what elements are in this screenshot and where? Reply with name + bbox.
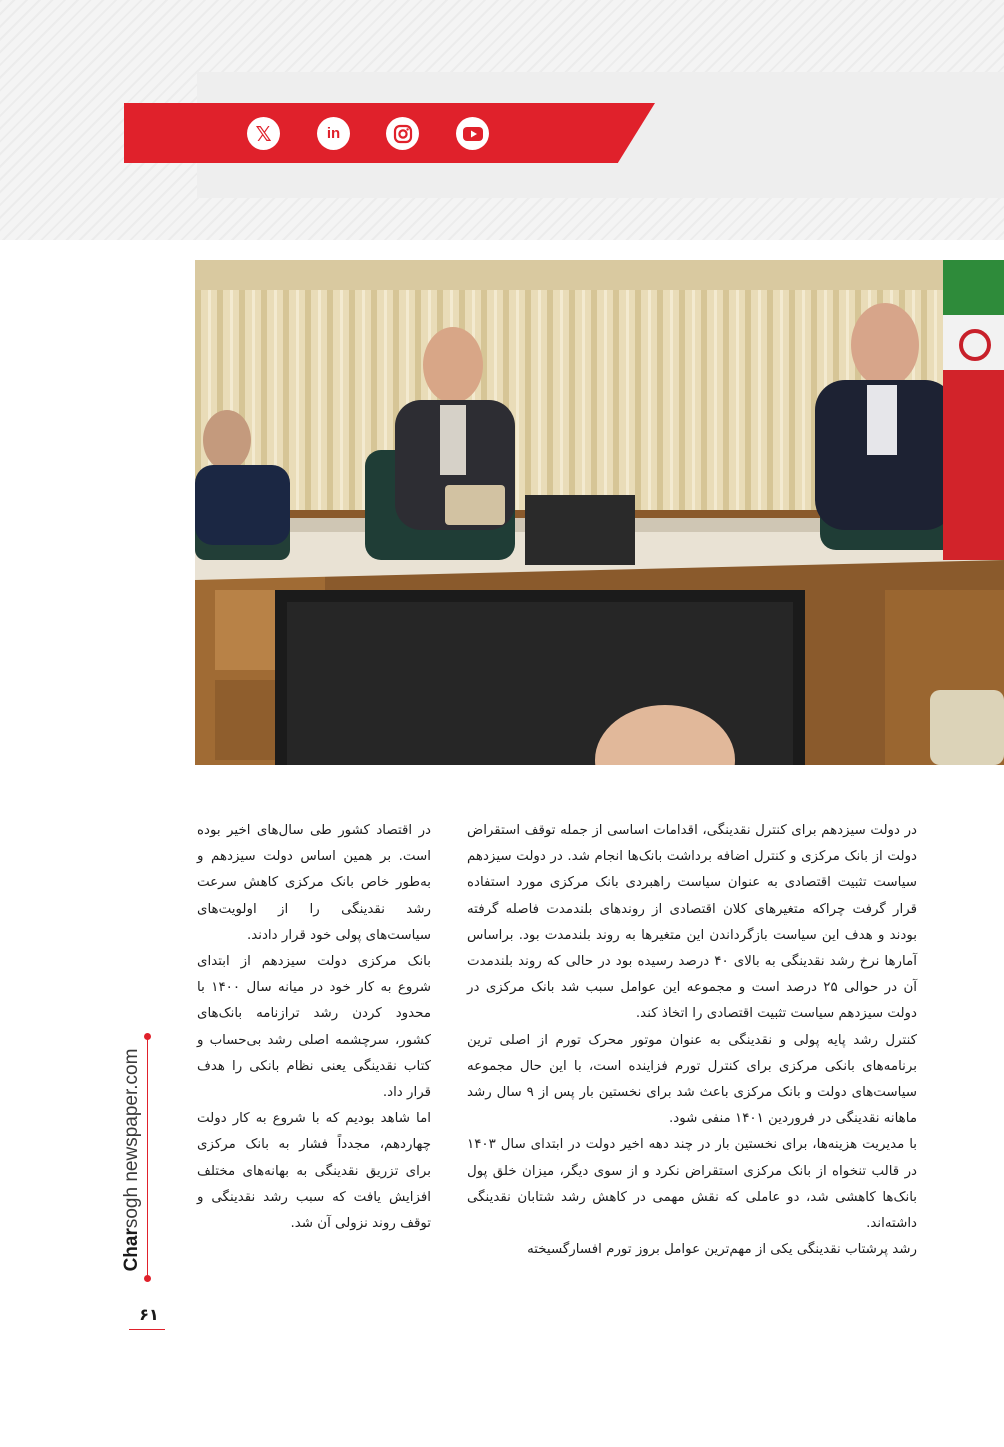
article-paragraph: در دولت سیزدهم برای کنترل نقدینگی، اقدامات اساسی از جمله توقف استقراض دولت از بانک مرکزی و کنترل اضافه برداشت بانک‌ها انجام شد. در دولت سیزدهم سیاست تثبیت اقتصادی به عنوان سیاست راهبردی بانک مرکزی مورد استفاده قرار گرفت چراکه متغیرهای کلان اقتصادی از روندهای بلندمدت فاصله گرفته بودند و هدف این سیاست بازگرداندن این متغیرها به روند بلندمدت بود. براساس آمارها نرخ رشد نقدینگی به بالای ۴۰ درصد رسیده بود در حالی که روند بلندمدت آن در حوالی ۲۵ درصد است و مجموعه این عوامل سبب شد بانک مرکزی در دولت سیزدهم سیاست تثبیت اقتصادی را اتخاذ کند. — [467, 823, 918, 1022]
side-divider-dot — [144, 1033, 151, 1040]
instagram-icon[interactable] — [386, 117, 419, 150]
article-paragraph: بانک مرکزی دولت سیزدهم از ابتدای شروع به کار خود در میانه سال ۱۴۰۰ با محدود کردن رشد ترازنامه بانک‌های کشور، سرچشمه اصلی رشد بی‌حساب و کتاب نقدینگی یعنی نظام بانکی را هدف قرار داد. — [197, 954, 431, 1101]
website-brand: Char — [121, 1228, 142, 1272]
youtube-glyph — [462, 125, 484, 143]
article-paragraph: با مدیریت هزینه‌ها، برای نخستین بار در چند دهه اخیر دولت در ابتدای سال ۱۴۰۳ در قالب تنخواه از بانک مرکزی استقراض نکرد و از سوی دیگر، میزان خلق پول بانک‌ها کاهشی شد، دو عاملی که نقش مهمی در کاهش رشد شتابان نقدینگی داشته‌اند. — [467, 1137, 917, 1232]
article-paragraph: اما شاهد بودیم که با شروع به کار دولت چهاردهم، مجدداً فشار به بانک مرکزی برای تزریق نقدینگی به بهانه‌های مختلف افزایش یافت که سبب رشد نقدینگی و توقف روند نزولی آن شد. — [197, 1111, 431, 1232]
page-number-underline — [129, 1329, 165, 1330]
website-rest: sogh newspaper.com — [121, 1048, 142, 1229]
article-paragraph: رشد پرشتاب نقدینگی یکی از مهم‌ترین عوامل بروز تورم افسارگسیخته — [527, 1242, 917, 1258]
article-column-right — [467, 818, 917, 1263]
article-paragraph: کنترل رشد پایه پولی و نقدینگی به عنوان موتور محرک تورم از اصلی ترین برنامه‌های بانکی مرکزی برای کنترل تورم فزاینده است، با این حال مجموعه سیاست‌های دولت و بانک مرکزی باعث شد برای نخستین بار پس از ۹ سال رشد ماهانه نقدینگی در فروردین ۱۴۰۱ منفی شود. — [467, 1032, 917, 1127]
x-icon[interactable] — [247, 117, 280, 150]
youtube-icon[interactable] — [456, 117, 489, 150]
side-divider-dot — [144, 1275, 151, 1282]
linkedin-icon[interactable] — [317, 117, 350, 150]
meeting-room-photo — [195, 260, 1004, 765]
linkedin-glyph: in — [326, 125, 341, 142]
instagram-glyph — [393, 124, 413, 144]
page-number: ۶۱ — [139, 1305, 159, 1324]
article-paragraph: در اقتصاد کشور طی سال‌های اخیر بوده است. بر همین اساس دولت سیزدهم و به‌طور خاص بانک مرکزی کاهش سرعت رشد نقدینگی را از اولویت‌های سیاست‌های پولی خود قرار دادند. — [197, 823, 431, 943]
side-divider-line — [147, 1038, 148, 1278]
article-column-left — [197, 818, 431, 1237]
x-glyph: 𝕏 — [255, 121, 272, 146]
